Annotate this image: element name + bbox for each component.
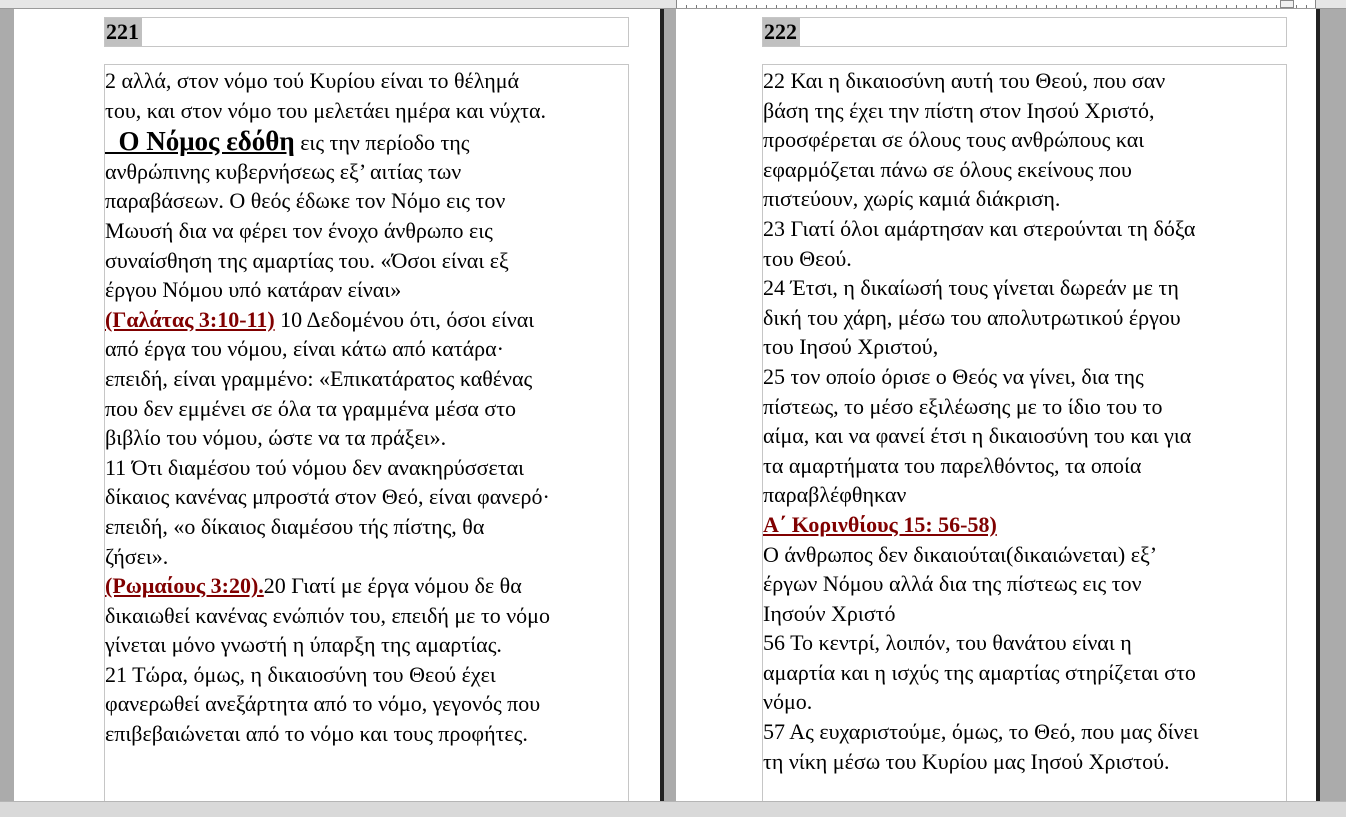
text-line: έργου Νόμου υπό κατάραν είναι» [105, 277, 402, 303]
text-line: βάση της έχει την πίστη στον Ιησού Χριστό, [763, 97, 1155, 123]
page-body [762, 64, 1287, 801]
text-line: γίνεται μόνο γνωστή η ύπαρξη της αμαρτίας. [105, 632, 502, 658]
text-line: ανθρώπινης κυβερνήσεως εξ’ αιτίας των [105, 158, 462, 184]
document-page-221 [14, 9, 660, 801]
text-line: δική του χάρη, μέσω του απολυτρωτικού έργου [763, 304, 1181, 330]
heading-line [105, 127, 628, 157]
text-line: επιβεβαιώνεται από το νόμο και τους προφήτες. [105, 721, 528, 747]
text-line: νόμο. [763, 689, 813, 715]
text-line: 23 Γιατί όλοι αμάρτησαν και στερούνται τη δόξα [763, 215, 1196, 241]
text-line: του Θεού. [763, 245, 852, 271]
text-line: βιβλίο του νόμου, ώστε να τα πράξει». [105, 425, 447, 451]
text-line: 57 Ας ευχαριστούμε, όμως, το Θεό, που μας δίνει [763, 719, 1199, 745]
text-line: πιστεύουν, χωρίς καμιά διάκριση. [763, 186, 1061, 212]
text-line: δίκαιος κανένας μπροστά στον Θεό, είναι φανερό· [105, 484, 550, 510]
page-shadow [1316, 9, 1320, 801]
ref-line [763, 510, 1286, 540]
text-line: αίμα, και να φανεί έτσι η δικαιοσύνη του και για [763, 423, 1192, 449]
page-header [104, 17, 629, 47]
text-line: Ο άνθρωπος δεν δικαιούται(δικαιώνεται) εξ’ [763, 541, 1158, 567]
page-text [105, 66, 628, 749]
text-line: έργων Νόμου αλλά δια της πίστεως εις τον [763, 571, 1142, 597]
text-line: 11 Ότι διαμέσου τού νόμου δεν ανακηρύσσεται [105, 454, 525, 480]
text-line: Ιησούν Χριστό [763, 600, 896, 626]
scripture-reference-link[interactable]: (Γαλάτας 3:10-11) [105, 306, 275, 332]
page-shadow [660, 9, 664, 801]
text-line: παραβάσεων. Ο θεός έδωκε τον Νόμο εις τον [105, 188, 506, 214]
text-line: δικαιωθεί κανένας ενώπιόν του, επειδή με το νόμο [105, 602, 550, 628]
text-line: προσφέρεται σε όλους τους ανθρώπους και [763, 127, 1145, 153]
page-number: 222 [763, 18, 800, 46]
text-line: του, και στον νόμο του μελετάει ημέρα και νύχτα. [105, 97, 547, 123]
horizontal-ruler[interactable] [676, 0, 1316, 8]
ruler-margin-marker[interactable] [1280, 0, 1294, 8]
text-line: του Ιησού Χριστού, [763, 334, 939, 360]
page-number: 221 [105, 18, 142, 46]
text-line: επειδή, «ο δίκαιος διαμέσου τής πίστης, θα [105, 513, 485, 539]
text-line: τα αμαρτήματα του παρελθόντος, τα οποία [763, 452, 1142, 478]
text-line: Μωυσή δια να φέρει τον ένοχο άνθρωπο εις [105, 217, 493, 243]
horizontal-scrollbar[interactable] [0, 801, 1346, 817]
text-line: ζήσει». [105, 543, 169, 569]
text-line: 25 τον οποίο όρισε ο Θεός να γίνει, δια της [763, 363, 1144, 389]
text-line: 21 Τώρα, όμως, η δικαιοσύνη του Θεού έχει [105, 661, 496, 687]
ref-line [105, 305, 628, 335]
text-line: παραβλέφθηκαν [763, 482, 907, 508]
page-header [762, 17, 1287, 47]
text-line: 56 Το κεντρί, λοιπόν, του θανάτου είναι η [763, 630, 1132, 656]
scripture-reference-link[interactable]: Α΄ Κορινθίους 15: 56-58) [763, 511, 997, 537]
text-line: εφαρμόζεται πάνω σε όλους εκείνους που [763, 156, 1132, 182]
heading-continuation: εις την περίοδο της [294, 130, 470, 156]
ref-line [105, 571, 628, 601]
text-line: αμαρτία και η ισχύς της αμαρτίας στηρίζεται στο [763, 659, 1196, 685]
text-line: 2 αλλά, στον νόμο τού Κυρίου είναι το θέλημά [105, 68, 520, 93]
page-body [104, 64, 629, 801]
text-line: από έργα του νόμου, είναι κάτω από κατάρα· [105, 336, 505, 362]
verse-text: 20 Γιατί με έργα νόμου δε θα [263, 573, 522, 599]
text-line: φανερωθεί ανεξάρτητα από το νόμο, γεγονός που [105, 691, 541, 717]
text-line: τη νίκη μέσω του Κυρίου μας Ιησού Χριστού. [763, 748, 1170, 774]
document-page-222 [676, 9, 1316, 801]
verse-text: 10 Δεδομένου ότι, όσοι είναι [274, 306, 535, 332]
text-line: συναίσθηση της αμαρτίας του. «Όσοι είναι εξ [105, 247, 509, 273]
text-line: πίστεως, το μέσο εξιλέωσης με το ίδιο του το [763, 393, 1163, 419]
text-line: 24 Έτσι, η δικαίωσή τους γίνεται δωρεάν με τη [763, 275, 1179, 301]
page-text [763, 66, 1286, 776]
section-heading: Ο Νόμος εδόθη [118, 126, 295, 157]
text-line: επειδή, είναι γραμμένο: «Επικατάρατος καθένας [105, 365, 533, 391]
text-line: 22 Και η δικαιοσύνη αυτή του Θεού, που σαν [763, 68, 1166, 93]
scripture-reference-link[interactable]: (Ρωμαίους 3:20). [105, 573, 264, 599]
text-line: που δεν εμμένει σε όλα τα γραμμένα μέσα στο [105, 395, 517, 421]
